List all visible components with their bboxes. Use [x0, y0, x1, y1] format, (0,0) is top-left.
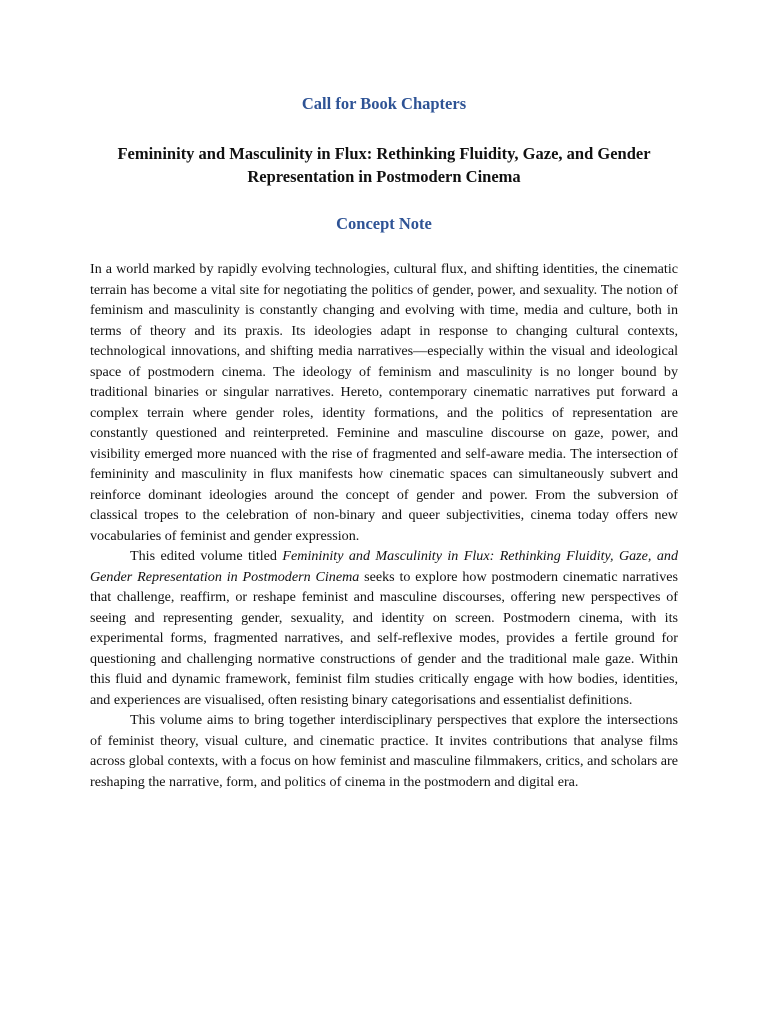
paragraph-2-rest: seeks to explore how postmodern cinematic narratives that challenge, reaffirm, or reshape feminist and masculine discourses, offering new perspectives of seeing and representing gender, sexuality, and identity on screen. Postmodern cinema, with its experimental forms, fragmented narratives, and self-reflexive modes, provides a fertile ground for questioning and challenging normative constructions of gender and the traditional male gaze. Within this fluid and dynamic framework, feminist film studies critically engage with how bodies, identities, and experiences are visualised, often resisting binary categorisations and essentialist definitions.	[90, 568, 678, 708]
book-title-line-2: Representation in Postmodern Cinema	[247, 167, 521, 186]
paragraph-2-intro: This edited volume titled	[130, 548, 283, 564]
call-for-chapters-title: Call for Book Chapters	[301, 94, 467, 113]
concept-note-body	[90, 259, 678, 792]
book-title-line-1: Femininity and Masculinity in Flux: Rethinking Fluidity, Gaze, and Gender	[117, 144, 651, 163]
document-page	[90, 0, 678, 1024]
paragraph-3: This volume aims to bring together interdisciplinary perspectives that explore the intersections of feminist theory, visual culture, and cinematic practice. It invites contributions that analyse films across global contexts, with a focus on how feminist and masculine filmmakers, critics, and scholars are reshaping the narrative, form, and politics of cinema in the postmodern and digital era.	[90, 712, 678, 790]
paragraph-2-volume-title: Femininity and Masculinity in Flux: Rethinking Fluidity, Gaze, and Gender Representation in Postmodern Cinema	[90, 548, 678, 585]
concept-note-heading: Concept Note	[336, 214, 432, 233]
book-title	[90, 142, 678, 188]
paragraph-2	[90, 546, 678, 710]
paragraph-1: In a world marked by rapidly evolving technologies, cultural flux, and shifting identities, the cinematic terrain has become a vital site for negotiating the politics of gender, power, and sexuality. The notion of feminism and masculinity is constantly changing and evolving with time, media and culture, both in terms of theory and its praxis. Its ideologies adapt in response to changing cultural contexts, technological innovations, and shifting media narratives—especially within the visual and ideological space of postmodern cinema. The ideology of feminism and masculinity is no longer bound by traditional binaries or singular narratives. Hereto, contemporary cinematic narratives put forward a complex terrain where gender roles, identity formations, and the politics of representation are constantly questioned and reinterpreted. Feminine and masculine discourse on gaze, power, and visibility emerged more nuanced with the rise of fragmented and self-aware media. The intersection of femininity and masculinity in flux manifests how cinematic spaces can simultaneously subvert and reinforce dominant ideologies around the concept of gender and power. From the subversion of classical tropes to the celebration of non-binary and queer subjectivities, cinema today offers new vocabularies of feminist and gender expression.	[90, 261, 678, 544]
